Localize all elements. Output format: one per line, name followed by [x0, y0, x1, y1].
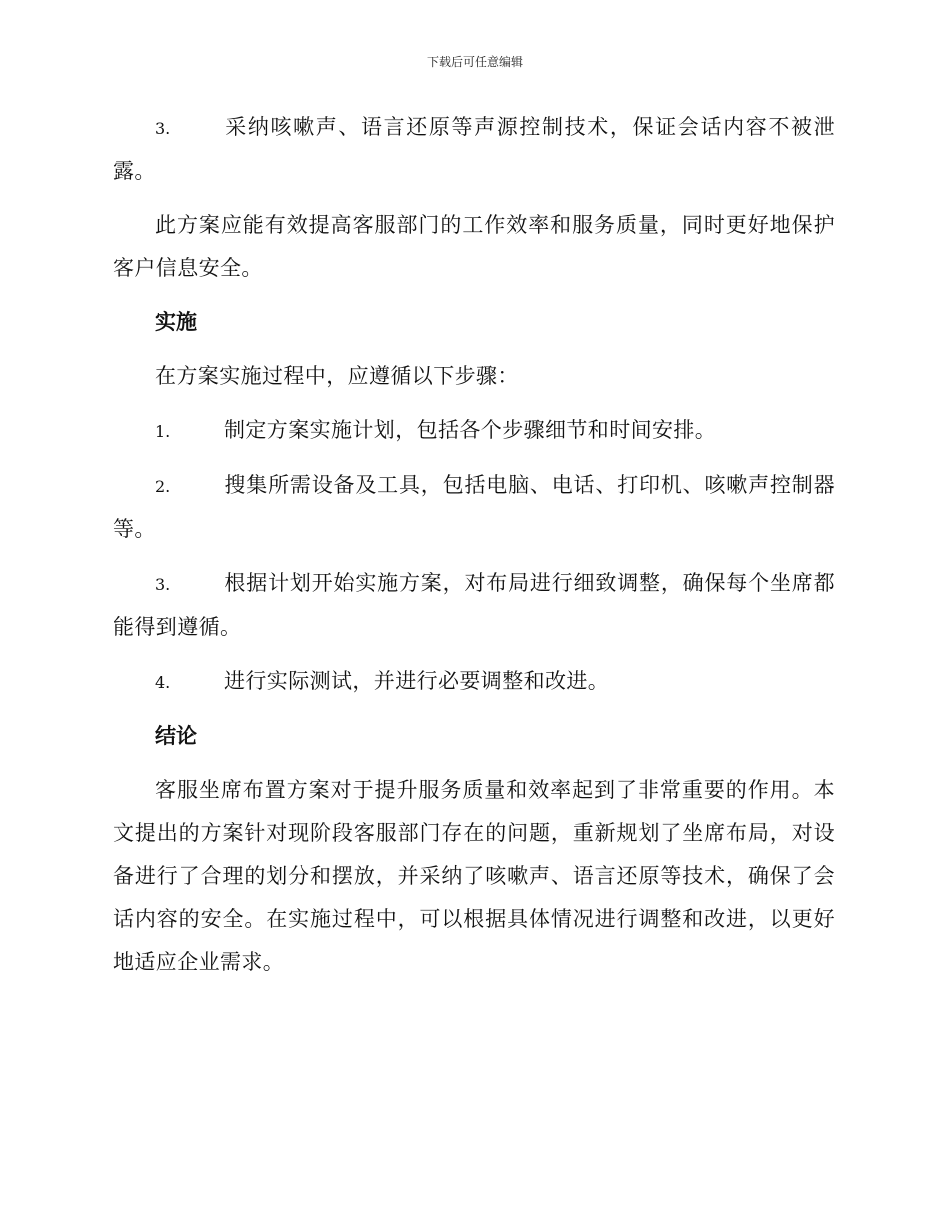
- list-item-text: 根据计划开始实施方案，对布局进行细致调整，确保每个坐席都能得到遵循。: [113, 571, 835, 639]
- list-item: [113, 562, 835, 649]
- paragraph: 客服坐席布置方案对于提升服务质量和效率起到了非常重要的作用。本文提出的方案针对现阶段客服部门存在的问题，重新规划了坐席布局，对设备进行了合理的划分和摆放，并采纳了咳嗽声、语言还原等技术，确保了会话内容的安全。在实施过程中，可以根据具体情况进行调整和改进，以更好地适应企业需求。: [113, 778, 835, 974]
- paragraph: 在方案实施过程中，应遵循以下步骤：: [155, 364, 519, 388]
- list-item-text: 搜集所需设备及工具，包括电脑、电话、打印机、咳嗽声控制器等。: [113, 473, 835, 541]
- paragraph: 此方案应能有效提高客服部门的工作效率和服务质量，同时更好地保护客户信息安全。: [113, 213, 835, 280]
- document-body: [113, 106, 835, 995]
- list-item: [113, 464, 835, 551]
- list-item-text: 进行实际测试，并进行必要调整和改进。: [224, 669, 610, 693]
- section-heading-implementation: 实施: [155, 310, 197, 334]
- list-number: 4.: [155, 673, 171, 692]
- list-item-text: 制定方案实施计划，包括各个步骤细节和时间安排。: [224, 418, 717, 442]
- list-item: [113, 106, 835, 193]
- list-item-text: 采纳咳嗽声、语言还原等声源控制技术，保证会话内容不被泄露。: [113, 115, 835, 183]
- list-number: 1.: [155, 422, 171, 441]
- list-number: 3.: [155, 119, 171, 138]
- list-item: [113, 409, 835, 453]
- list-number: 3.: [155, 575, 171, 594]
- list-number: 2.: [155, 477, 171, 496]
- section-heading-conclusion: 结论: [155, 724, 197, 748]
- page-header: 下载后可任意编辑: [426, 55, 523, 69]
- list-item: [113, 660, 835, 704]
